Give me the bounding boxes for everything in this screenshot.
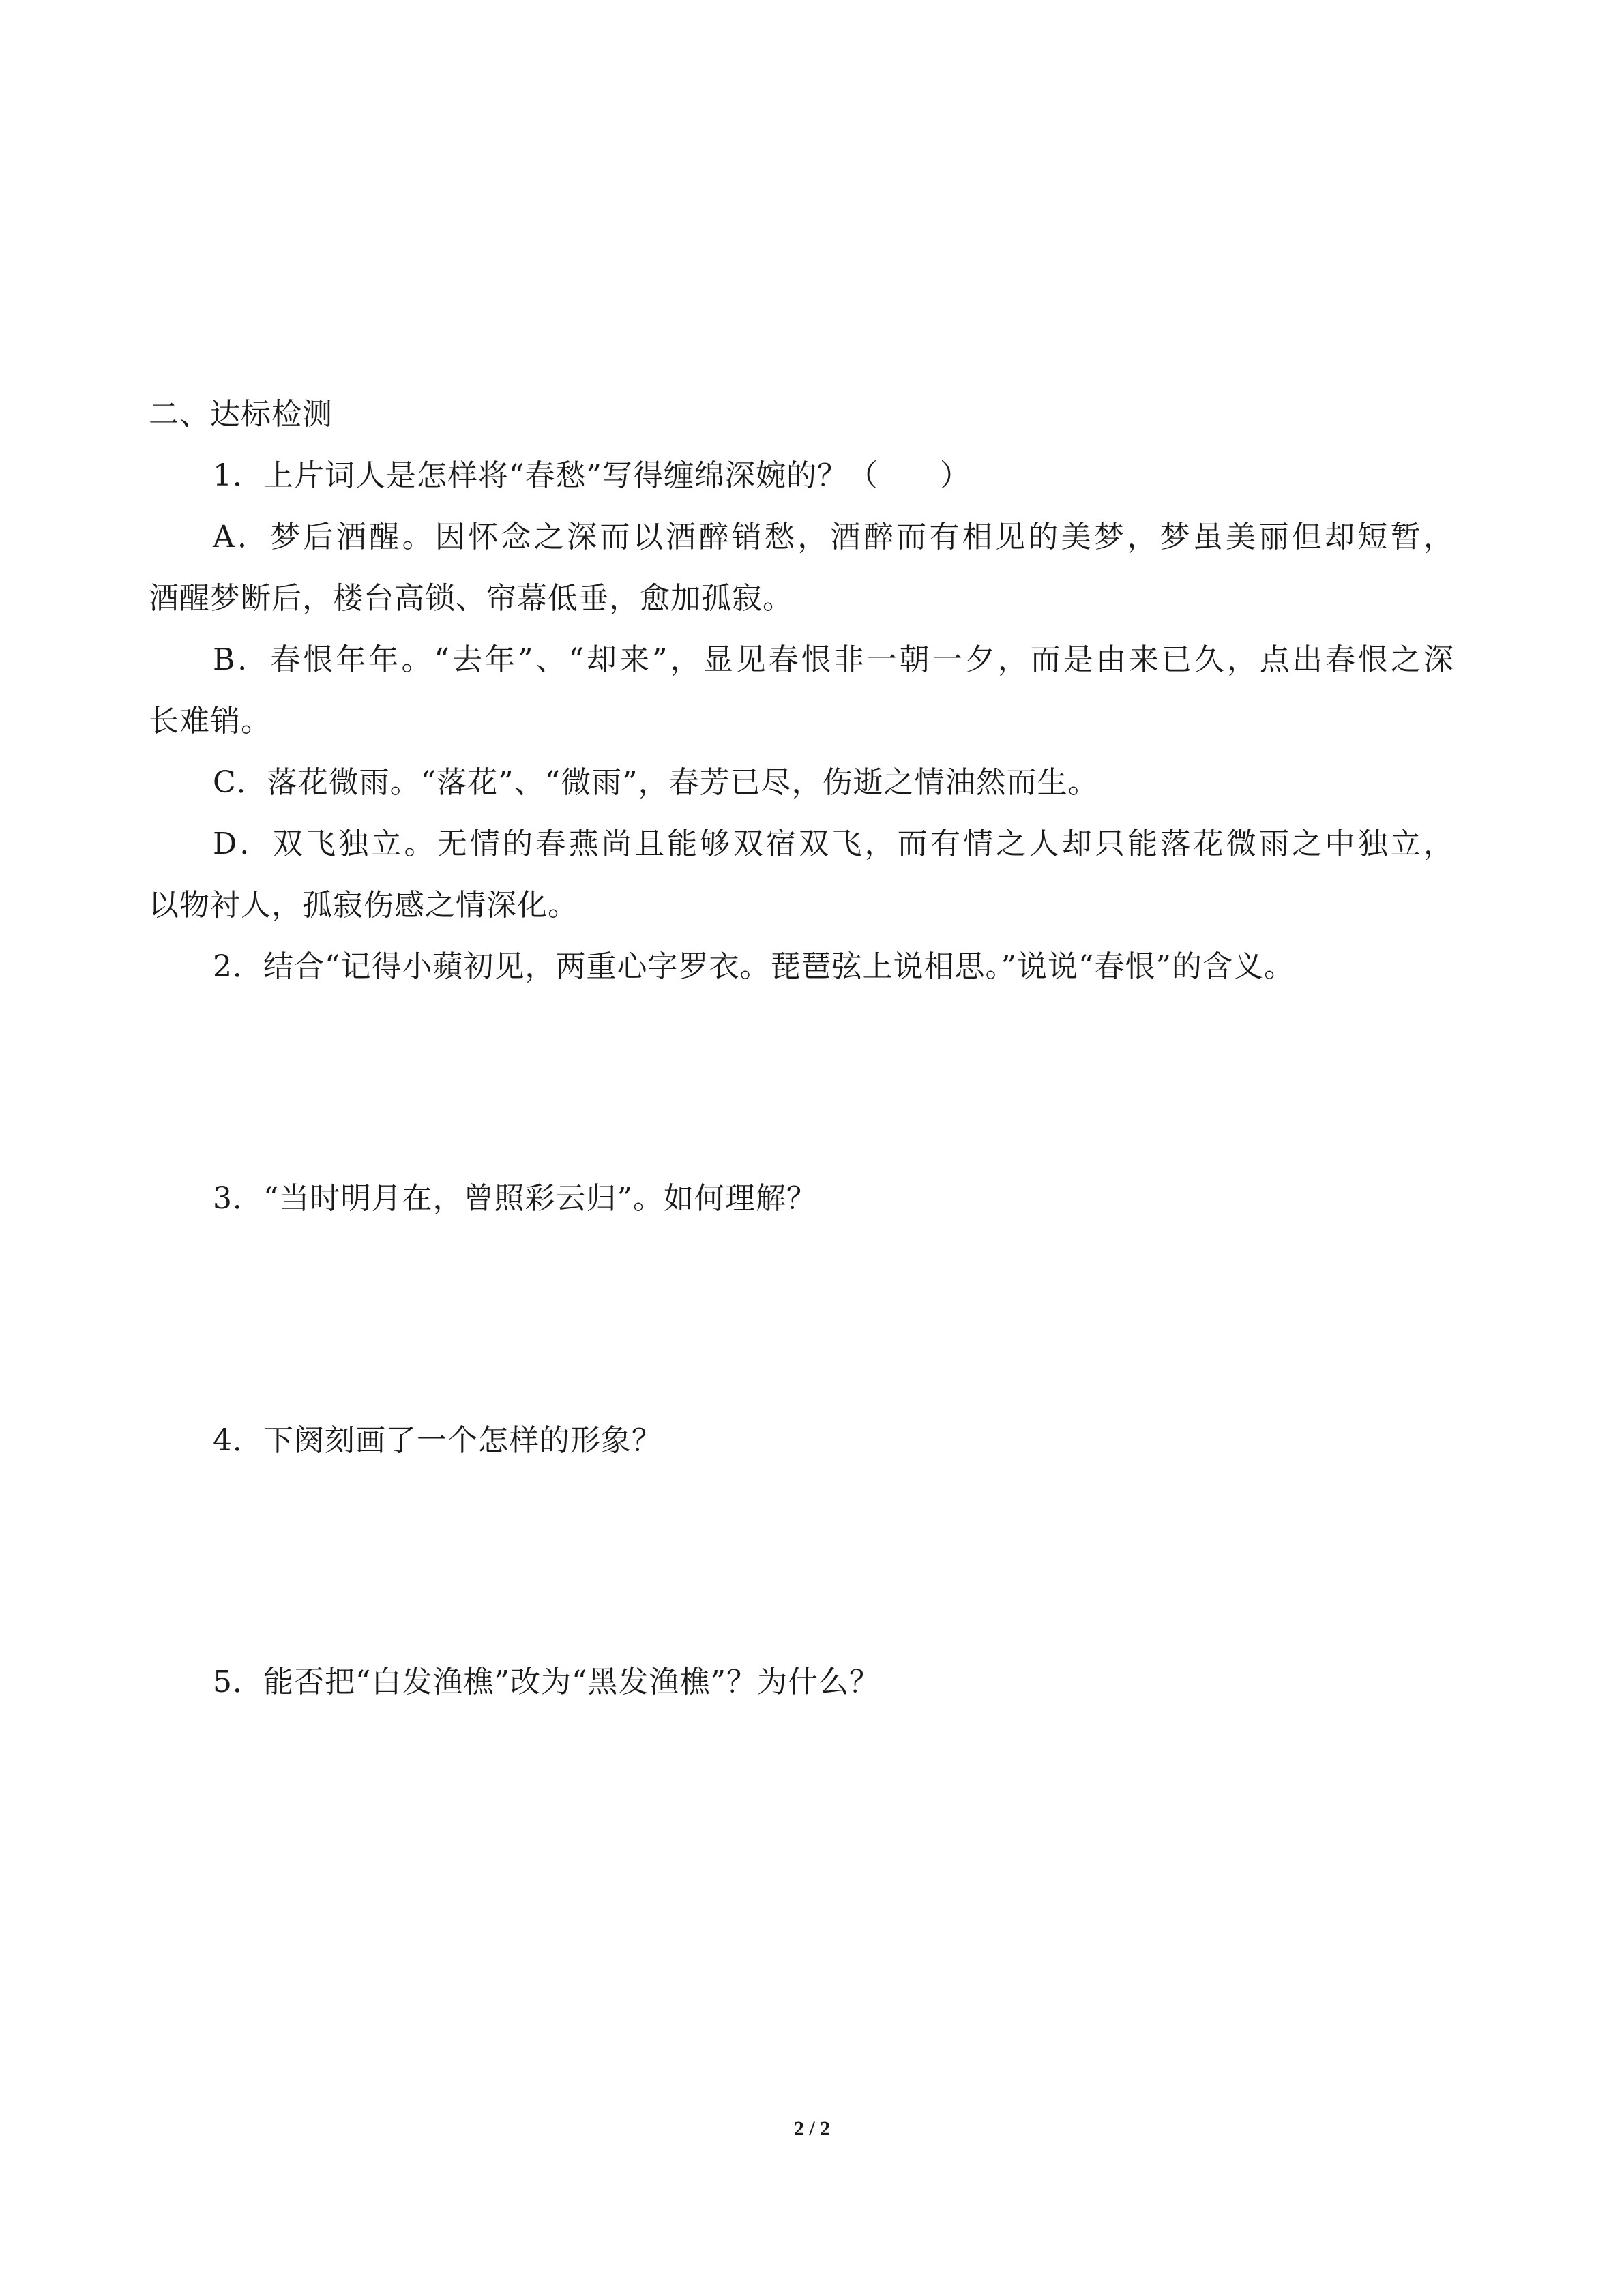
- option-d-line-1: D．双飞独立。无情的春燕尚且能够双宿双飞，而有情之人却只能落花微雨之中独立，: [213, 826, 1454, 861]
- page-number: 2 / 2: [793, 2117, 831, 2140]
- section-title: 二、达标检测: [149, 397, 333, 432]
- option-a-line-2: 酒醒梦断后，楼台高锁、帘幕低垂，愈加孤寂。: [149, 581, 793, 616]
- option-c-line-1: C．落花微雨。“落花”、“微雨”，春芳已尽，伤逝之情油然而生。: [213, 765, 1099, 800]
- question-4: 4．下阕刻画了一个怎样的形象？: [213, 1423, 662, 1458]
- option-d-line-2: 以物衬人，孤寂伤感之情深化。: [149, 888, 578, 923]
- option-b-line-1: B．春恨年年。“去年”、“却来”，显见春恨非一朝一夕，而是由来已久，点出春恨之深: [213, 642, 1454, 677]
- question-5: 5．能否把“白发渔樵”改为“黑发渔樵”？为什么？: [213, 1665, 880, 1699]
- option-a-line-1: A．梦后酒醒。因怀念之深而以酒醉销愁，酒醉而有相见的美梦，梦虽美丽但却短暂，: [213, 520, 1454, 554]
- question-1: 1．上片词人是怎样将“春愁”写得缠绵深婉的？（ ）: [213, 458, 971, 493]
- question-2: 2．结合“记得小蘋初见，两重心字罗衣。琵琶弦上说相思。”说说“春恨”的含义。: [213, 949, 1295, 984]
- question-3: 3．“当时明月在，曾照彩云归”。如何理解？: [213, 1181, 817, 1216]
- option-b-line-2: 长难销。: [149, 704, 271, 739]
